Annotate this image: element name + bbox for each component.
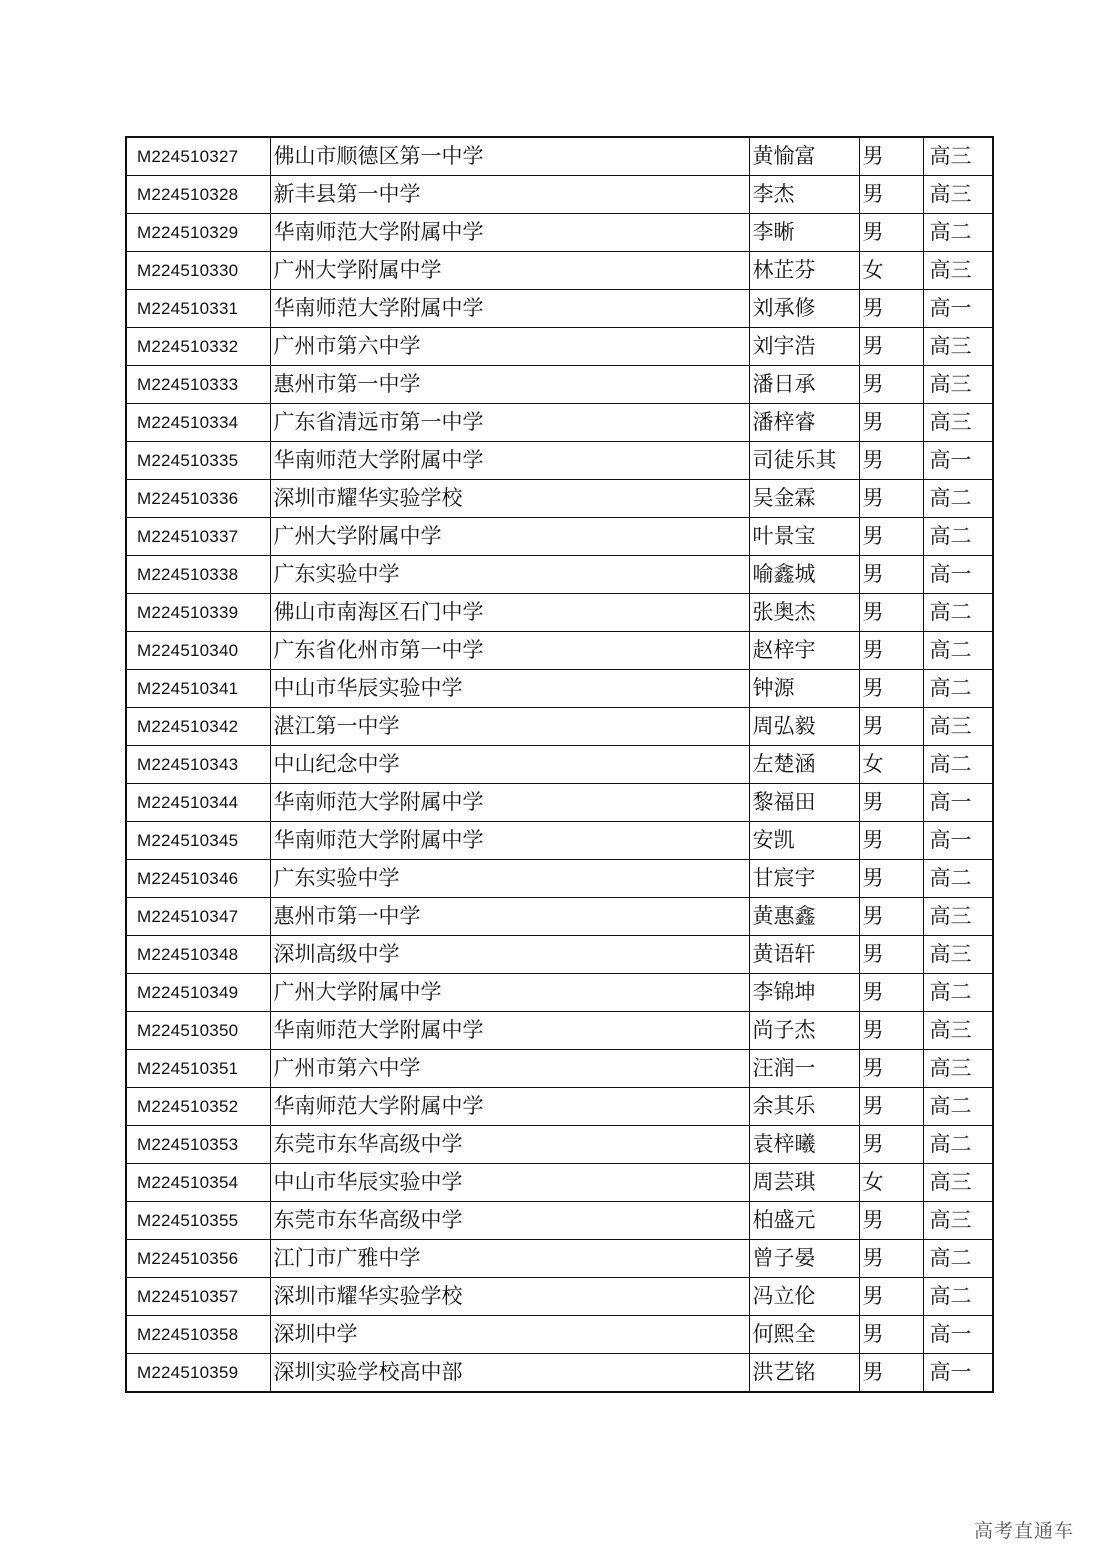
roster-body	[126, 137, 993, 1392]
table-row	[126, 936, 993, 974]
student-name-cell: 袁梓曦	[749, 1126, 859, 1164]
student-name-cell: 黄惠鑫	[749, 898, 859, 936]
table-row	[126, 1316, 993, 1354]
table-row	[126, 898, 993, 936]
school-name-cell: 深圳中学	[270, 1316, 749, 1354]
gender-cell: 男	[859, 1126, 923, 1164]
student-name-cell: 李杰	[749, 176, 859, 214]
gender-cell: 男	[859, 214, 923, 252]
student-name-cell: 潘日承	[749, 366, 859, 404]
grade-cell: 高三	[923, 1050, 993, 1088]
student-name-cell: 黄语轩	[749, 936, 859, 974]
student-name-cell: 张奥杰	[749, 594, 859, 632]
table-row	[126, 784, 993, 822]
grade-cell: 高三	[923, 1012, 993, 1050]
gender-cell: 男	[859, 480, 923, 518]
table-row	[126, 328, 993, 366]
school-name-cell: 新丰县第一中学	[270, 176, 749, 214]
table-row	[126, 594, 993, 632]
table-row	[126, 974, 993, 1012]
gender-cell: 女	[859, 252, 923, 290]
school-name-cell: 湛江第一中学	[270, 708, 749, 746]
table-row	[126, 404, 993, 442]
student-id-cell: M224510355	[126, 1202, 270, 1240]
gender-cell: 男	[859, 176, 923, 214]
student-id-cell: M224510338	[126, 556, 270, 594]
student-name-cell: 安凯	[749, 822, 859, 860]
student-id-cell: M224510356	[126, 1240, 270, 1278]
student-id-cell: M224510351	[126, 1050, 270, 1088]
grade-cell: 高三	[923, 328, 993, 366]
grade-cell: 高二	[923, 594, 993, 632]
student-roster-table	[125, 136, 994, 1393]
school-name-cell: 惠州市第一中学	[270, 366, 749, 404]
school-name-cell: 华南师范大学附属中学	[270, 214, 749, 252]
gender-cell: 男	[859, 404, 923, 442]
student-name-cell: 洪艺铭	[749, 1354, 859, 1393]
school-name-cell: 东莞市东华高级中学	[270, 1202, 749, 1240]
student-name-cell: 叶景宝	[749, 518, 859, 556]
grade-cell: 高二	[923, 860, 993, 898]
table-row	[126, 1240, 993, 1278]
student-id-cell: M224510330	[126, 252, 270, 290]
student-id-cell: M224510340	[126, 632, 270, 670]
table-row	[126, 1164, 993, 1202]
student-name-cell: 潘梓睿	[749, 404, 859, 442]
grade-cell: 高一	[923, 784, 993, 822]
student-id-cell: M224510359	[126, 1354, 270, 1393]
school-name-cell: 江门市广雅中学	[270, 1240, 749, 1278]
table-row	[126, 632, 993, 670]
student-id-cell: M224510329	[126, 214, 270, 252]
student-id-cell: M224510332	[126, 328, 270, 366]
gender-cell: 男	[859, 708, 923, 746]
school-name-cell: 广东实验中学	[270, 860, 749, 898]
gender-cell: 男	[859, 670, 923, 708]
gender-cell: 男	[859, 784, 923, 822]
gender-cell: 男	[859, 822, 923, 860]
gender-cell: 男	[859, 1050, 923, 1088]
table-row	[126, 670, 993, 708]
school-name-cell: 华南师范大学附属中学	[270, 442, 749, 480]
student-name-cell: 林芷芬	[749, 252, 859, 290]
grade-cell: 高一	[923, 556, 993, 594]
grade-cell: 高三	[923, 176, 993, 214]
grade-cell: 高二	[923, 746, 993, 784]
student-name-cell: 赵梓宇	[749, 632, 859, 670]
grade-cell: 高二	[923, 518, 993, 556]
student-name-cell: 喻鑫城	[749, 556, 859, 594]
student-name-cell: 余其乐	[749, 1088, 859, 1126]
student-id-cell: M224510336	[126, 480, 270, 518]
student-name-cell: 李锦坤	[749, 974, 859, 1012]
student-id-cell: M224510339	[126, 594, 270, 632]
table-row	[126, 1202, 993, 1240]
gender-cell: 男	[859, 328, 923, 366]
school-name-cell: 深圳市耀华实验学校	[270, 480, 749, 518]
student-id-cell: M224510344	[126, 784, 270, 822]
gender-cell: 男	[859, 137, 923, 176]
grade-cell: 高二	[923, 1088, 993, 1126]
gender-cell: 男	[859, 594, 923, 632]
student-name-cell: 黎福田	[749, 784, 859, 822]
student-id-cell: M224510345	[126, 822, 270, 860]
student-id-cell: M224510354	[126, 1164, 270, 1202]
table-row	[126, 290, 993, 328]
table-row	[126, 1278, 993, 1316]
gender-cell: 男	[859, 1012, 923, 1050]
student-name-cell: 曾子晏	[749, 1240, 859, 1278]
grade-cell: 高三	[923, 1202, 993, 1240]
grade-cell: 高二	[923, 480, 993, 518]
student-name-cell: 周芸琪	[749, 1164, 859, 1202]
student-name-cell: 尚子杰	[749, 1012, 859, 1050]
grade-cell: 高二	[923, 214, 993, 252]
student-id-cell: M224510328	[126, 176, 270, 214]
student-name-cell: 黄愉富	[749, 137, 859, 176]
table-row	[126, 214, 993, 252]
grade-cell: 高三	[923, 252, 993, 290]
table-row	[126, 252, 993, 290]
student-id-cell: M224510352	[126, 1088, 270, 1126]
student-id-cell: M224510333	[126, 366, 270, 404]
grade-cell: 高二	[923, 632, 993, 670]
school-name-cell: 广州市第六中学	[270, 328, 749, 366]
student-name-cell: 柏盛元	[749, 1202, 859, 1240]
school-name-cell: 广州大学附属中学	[270, 974, 749, 1012]
gender-cell: 男	[859, 936, 923, 974]
table-row	[126, 480, 993, 518]
grade-cell: 高一	[923, 1316, 993, 1354]
school-name-cell: 中山市华辰实验中学	[270, 670, 749, 708]
school-name-cell: 华南师范大学附属中学	[270, 1012, 749, 1050]
grade-cell: 高一	[923, 1354, 993, 1393]
student-id-cell: M224510343	[126, 746, 270, 784]
school-name-cell: 深圳实验学校高中部	[270, 1354, 749, 1393]
student-name-cell: 李晰	[749, 214, 859, 252]
gender-cell: 男	[859, 1240, 923, 1278]
student-id-cell: M224510335	[126, 442, 270, 480]
grade-cell: 高三	[923, 708, 993, 746]
grade-cell: 高二	[923, 670, 993, 708]
school-name-cell: 华南师范大学附属中学	[270, 822, 749, 860]
grade-cell: 高一	[923, 442, 993, 480]
table-row	[126, 1050, 993, 1088]
school-name-cell: 中山市华辰实验中学	[270, 1164, 749, 1202]
school-name-cell: 华南师范大学附属中学	[270, 290, 749, 328]
gender-cell: 男	[859, 1202, 923, 1240]
student-id-cell: M224510350	[126, 1012, 270, 1050]
school-name-cell: 广东省清远市第一中学	[270, 404, 749, 442]
grade-cell: 高二	[923, 974, 993, 1012]
student-name-cell: 汪润一	[749, 1050, 859, 1088]
gender-cell: 男	[859, 1316, 923, 1354]
student-name-cell: 周弘毅	[749, 708, 859, 746]
student-id-cell: M224510346	[126, 860, 270, 898]
gender-cell: 男	[859, 1088, 923, 1126]
student-name-cell: 左楚涵	[749, 746, 859, 784]
grade-cell: 高一	[923, 822, 993, 860]
school-name-cell: 中山纪念中学	[270, 746, 749, 784]
table-row	[126, 746, 993, 784]
school-name-cell: 华南师范大学附属中学	[270, 1088, 749, 1126]
student-id-cell: M224510357	[126, 1278, 270, 1316]
student-name-cell: 刘宇浩	[749, 328, 859, 366]
student-name-cell: 钟源	[749, 670, 859, 708]
school-name-cell: 惠州市第一中学	[270, 898, 749, 936]
table-row	[126, 860, 993, 898]
gender-cell: 女	[859, 746, 923, 784]
school-name-cell: 广州市第六中学	[270, 1050, 749, 1088]
school-name-cell: 广东省化州市第一中学	[270, 632, 749, 670]
student-name-cell: 司徒乐其	[749, 442, 859, 480]
student-id-cell: M224510358	[126, 1316, 270, 1354]
grade-cell: 高二	[923, 1126, 993, 1164]
grade-cell: 高三	[923, 898, 993, 936]
gender-cell: 男	[859, 556, 923, 594]
table-row	[126, 1354, 993, 1393]
table-row	[126, 1012, 993, 1050]
grade-cell: 高二	[923, 1278, 993, 1316]
school-name-cell: 佛山市顺德区第一中学	[270, 137, 749, 176]
table-row	[126, 366, 993, 404]
gender-cell: 男	[859, 366, 923, 404]
table-row	[126, 822, 993, 860]
student-name-cell: 甘宸宇	[749, 860, 859, 898]
student-id-cell: M224510337	[126, 518, 270, 556]
grade-cell: 高三	[923, 1164, 993, 1202]
school-name-cell: 东莞市东华高级中学	[270, 1126, 749, 1164]
table-row	[126, 556, 993, 594]
gender-cell: 男	[859, 860, 923, 898]
school-name-cell: 华南师范大学附属中学	[270, 784, 749, 822]
student-name-cell: 何熙全	[749, 1316, 859, 1354]
gender-cell: 男	[859, 632, 923, 670]
table-row	[126, 442, 993, 480]
table-row	[126, 1126, 993, 1164]
student-id-cell: M224510342	[126, 708, 270, 746]
student-id-cell: M224510349	[126, 974, 270, 1012]
grade-cell: 高三	[923, 137, 993, 176]
student-id-cell: M224510341	[126, 670, 270, 708]
student-id-cell: M224510353	[126, 1126, 270, 1164]
school-name-cell: 广州大学附属中学	[270, 252, 749, 290]
school-name-cell: 深圳高级中学	[270, 936, 749, 974]
school-name-cell: 佛山市南海区石门中学	[270, 594, 749, 632]
gender-cell: 男	[859, 518, 923, 556]
student-id-cell: M224510347	[126, 898, 270, 936]
gender-cell: 男	[859, 442, 923, 480]
gender-cell: 男	[859, 974, 923, 1012]
grade-cell: 高二	[923, 1240, 993, 1278]
school-name-cell: 广州大学附属中学	[270, 518, 749, 556]
table-row	[126, 137, 993, 176]
gender-cell: 男	[859, 898, 923, 936]
table-row	[126, 518, 993, 556]
grade-cell: 高三	[923, 404, 993, 442]
table-row	[126, 708, 993, 746]
student-name-cell: 刘承修	[749, 290, 859, 328]
student-id-cell: M224510331	[126, 290, 270, 328]
grade-cell: 高一	[923, 290, 993, 328]
student-name-cell: 冯立伦	[749, 1278, 859, 1316]
grade-cell: 高三	[923, 936, 993, 974]
gender-cell: 男	[859, 1278, 923, 1316]
gender-cell: 男	[859, 1354, 923, 1393]
grade-cell: 高三	[923, 366, 993, 404]
table-row	[126, 176, 993, 214]
student-id-cell: M224510327	[126, 137, 270, 176]
school-name-cell: 广东实验中学	[270, 556, 749, 594]
gender-cell: 女	[859, 1164, 923, 1202]
student-name-cell: 吴金霖	[749, 480, 859, 518]
gender-cell: 男	[859, 290, 923, 328]
watermark-text: 高考直通车	[973, 1520, 1074, 1542]
table-row	[126, 1088, 993, 1126]
school-name-cell: 深圳市耀华实验学校	[270, 1278, 749, 1316]
student-id-cell: M224510334	[126, 404, 270, 442]
student-id-cell: M224510348	[126, 936, 270, 974]
